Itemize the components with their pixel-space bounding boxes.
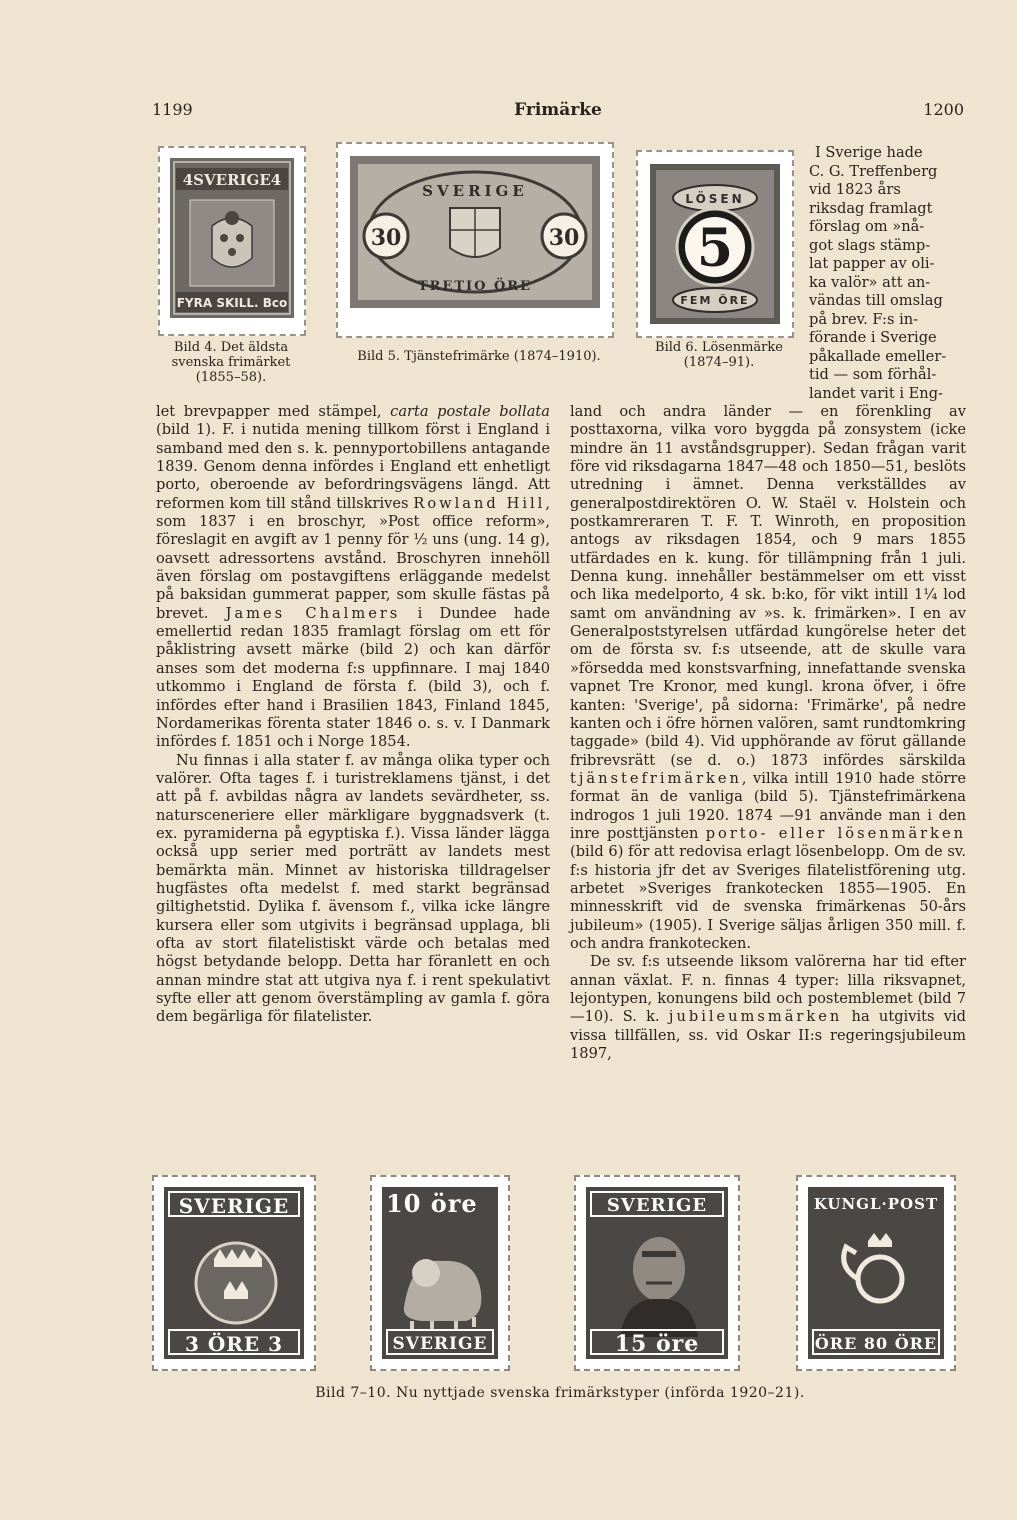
stamp-bild-9-top: SVERIGE xyxy=(590,1191,724,1217)
left-paragraph-2: Nu finnas i alla stater f. av många olika typer och valörer. Ofta tages f. i turistreklamens tjänst, i det att på f. avbildas några av landets sevärdheter, ss. natursceneriere eller märkligare byggnadsverk (t. ex. pyramiderna på egyptiska f.). Vissa länder lägga också upp serier med porträtt av landets mest bemärkta män. Minnet av historiska tilldragelser hugfästes ofta medelst f. med starkt begränsad giltighetstid. Dylika f. ävensom f., vilka icke längre kursera eller som utgivits i begränsad upplaga, bli ofta av stort filatelistiskt värde och betalas med högst betydande belopp. Detta har föranlett en och annan mindre stat att utgiva nya f. i rent spekulativt syfte eller att genom överstämpling av gamla f. göra dem begärliga för filatelister. xyxy=(156,751,550,1026)
rt-line-14: landet varit i Eng- xyxy=(809,384,943,402)
rt-line-6: got slags stämp- xyxy=(809,236,931,254)
stamp-bild-7-bottom: 3 ÖRE 3 xyxy=(168,1329,300,1355)
left-paragraph-1 xyxy=(156,403,550,752)
page-title: Frimärke xyxy=(514,100,602,120)
right-paragraph-2 xyxy=(570,953,966,1063)
caption-bild-7-10: Bild 7–10. Nu nyttjade svenska frimärkstyper (införda 1920–21). xyxy=(315,1385,805,1401)
stamp-bild-6-value: 5 xyxy=(696,218,734,279)
caption-bild-4: Bild 4. Det äldsta svenska frimärket (1855–58). xyxy=(171,340,291,385)
stamp-bild-7-top: SVERIGE xyxy=(168,1191,300,1217)
right-top-text xyxy=(809,144,966,403)
right-p2-text-c: ha utgivits vid vissa tillfällen, ss. vid Oskar II:s regeringsjubileum 1897, xyxy=(570,1008,966,1063)
stamp-bild-6 xyxy=(636,150,794,338)
stamp-bild-6-art xyxy=(638,152,792,336)
stamp-bild-5-bottom-text: TRETIO ÖRE xyxy=(417,279,533,294)
caption-bild-6: Bild 6. Lösenmärke (1874–91). xyxy=(655,340,783,370)
rt-line-1: I Sverige hade xyxy=(815,144,923,161)
rt-line-2: C. G. Treffenberg xyxy=(809,162,938,180)
stamp-bild-5-art xyxy=(338,144,612,336)
right-p1-text-e: (bild 6) för att redovisa erlagt lösenbelopp. Om de sv. f:s historia jfr det av Sveriges filatelistförening utg. arbetet »Sveriges frankotecken 1855—1905. En minnesskrift vid de svenska frimärkenas 50-års jubileum» (1905). I Sverige säljas årligen 350 mill. f. och andra frankotecken. xyxy=(570,843,966,952)
left-p1-text-e: , som 1837 i en broschyr, »Post office reform», föreslagit en avgift av 1 penny för ½ uns (ung. 14 g), oavsett adressortens avstånd. Broschyren innehöll även förslag om postavgiftens erläggande medelst på baksidan gummerat papper, som skulle fästas på brevet. xyxy=(156,494,550,622)
stamp-bild-7-face xyxy=(164,1187,304,1359)
stamp-bild-8-top: 10 öre xyxy=(386,1189,478,1218)
stamp-bild-4-top-text: 4SVERIGE4 xyxy=(182,171,282,189)
rt-line-11: förande i Sverige xyxy=(809,329,937,346)
stamp-bild-10-face xyxy=(808,1187,944,1359)
left-p1-text-a: let brevpapper med stämpel, xyxy=(156,403,391,420)
stamp-bild-9-bottom: 15 öre xyxy=(590,1329,724,1355)
stamp-bild-8-bottom: SVERIGE xyxy=(386,1329,494,1355)
left-p1-text-g: i Dundee hade emellertid redan 1835 framlagt förslag om ett för påklistring avsett märke (bild 2) och kan därför anses som det moderna f:s uppfinnare. I maj 1840 utkommo i England de första f. (bild 3), och f. infördes efter hand i Brasilien 1843, Finland 1845, Nordamerikas förenta stater 1846 o. s. v. I Danmark infördes f. 1851 och i Norge 1854. xyxy=(156,604,550,751)
stamp-bild-6-bottom-text: FEM ÖRE xyxy=(680,294,750,307)
rt-line-3: vid 1823 års xyxy=(809,181,901,198)
right-paragraph-1 xyxy=(570,403,966,953)
stamp-bild-7 xyxy=(152,1175,316,1371)
losenmarken-term: porto- eller lösenmärken xyxy=(705,824,966,842)
stamp-bild-5 xyxy=(336,142,614,338)
jubileumsmarken-term: jubileumsmärken xyxy=(668,1008,843,1026)
right-p2-text-a: De sv. f:s utseende liksom valörerna har tid efter annan växlat. F. n. finnas 4 typer: lilla riksvapnet, lejontypen, konungens bild och postemblemet (bild 7—10). S. k. xyxy=(570,953,966,1026)
tjanstefrimarken-term: tjänstefrimärken xyxy=(570,769,742,787)
page-number-right: 1200 xyxy=(923,100,964,119)
rt-line-13: tid — som förhål- xyxy=(809,366,937,383)
caption-bild-5: Bild 5. Tjänstefrimärke (1874–1910). xyxy=(357,349,601,364)
rt-line-12: påkallade emeller- xyxy=(809,347,947,365)
stamp-bild-5-value-left: 30 xyxy=(370,225,402,251)
stamp-bild-9 xyxy=(574,1175,740,1371)
stamp-bild-10 xyxy=(796,1175,956,1371)
left-column xyxy=(156,403,550,1027)
stamp-bild-5-top-text: SVERIGE xyxy=(422,182,528,200)
stamp-bild-10-bottom: ÖRE 80 ÖRE xyxy=(812,1329,940,1355)
page-number-left: 1199 xyxy=(152,100,193,119)
stamp-bild-8-face xyxy=(382,1187,498,1359)
stamp-bild-4-art xyxy=(160,148,304,334)
rt-line-4: riksdag framlagt xyxy=(809,199,933,217)
page-header xyxy=(152,100,964,124)
carta-postale-term: carta postale bollata xyxy=(390,403,550,420)
stamp-bild-4 xyxy=(158,146,306,336)
rt-line-10: på brev. F:s in- xyxy=(809,310,919,328)
right-column xyxy=(570,403,966,1063)
right-p1-text-c: , vilka intill 1910 hade större format än de vanliga (bild 5). Tjänstefrimärkena indrogos 1 juli 1920. 1874 —91 använde man i den inre posttjänsten xyxy=(570,769,966,842)
right-p1-text-a: land och andra länder — en förenkling av posttaxorna, vilka voro byggda på zonsystem (icke mindre än 11 avståndsgrupper). Sedan frågan varit före vid riksdagarna 1847—48 och 1850—51, beslöts utredning i ämnet. Denna verkställdes av generalpostdirektören O. W. Staël v. Holstein och postkamreraren T. F. T. Winroth, en proposition antogs av riksdagen 1854, och 9 mars 1855 utfärdades en k. kung. för tillämpning från 1 juli. Denna kung. innehåller bestämmelser om ett visst och lika medelporto, 4 sk. b:ko, för vikt intill 1¼ lod samt om användning av »s. k. frimärken». I en av Generalpoststyrelsen utfärdad kungörelse heter det om de första sv. f:s utseende, att de skulle vara »försedda med konstsvarfning, innefattande svenska vapnet Tre Kronor, med kungl. krona öfver, i öfre kanten: 'Sverige', på sidorna: 'Frimärke', på nedre kanten och i öfre hörnen valören, samt rundtomkring taggade» (bild 4). Vid upphörande av förut gällande fribrevsrätt (se d. o.) 1873 infördes särskilda xyxy=(570,403,966,769)
stamp-bild-4-bottom-text: FYRA SKILL. Bco xyxy=(176,296,288,310)
rt-line-7: lat papper av oli- xyxy=(809,255,935,272)
rt-line-9: vändas till omslag xyxy=(809,292,943,309)
stamp-bild-5-value-right: 30 xyxy=(548,225,580,251)
rt-line-8: ka valör» att an- xyxy=(809,273,931,291)
left-p1-text-c: (bild 1). F. i nutida mening tillkom först i England i samband med den s. k. pennyportobillens antagande 1839. Genom denna infördes i England ett enhetligt porto, oberoende av befordringsvägens längd. Att reformen kom till stånd tillskrives xyxy=(156,421,550,512)
stamp-bild-9-face xyxy=(586,1187,728,1359)
james-chalmers-name: James Chalmers xyxy=(225,604,401,622)
stamp-bild-6-top-text: LÖSEN xyxy=(685,192,745,206)
rt-line-5: förslag om »nå- xyxy=(809,218,925,235)
rowland-hill-name: Rowland Hill xyxy=(413,494,546,512)
stamp-bild-10-top: KUNGL·POST xyxy=(813,1195,939,1213)
stamp-bild-8 xyxy=(370,1175,510,1371)
